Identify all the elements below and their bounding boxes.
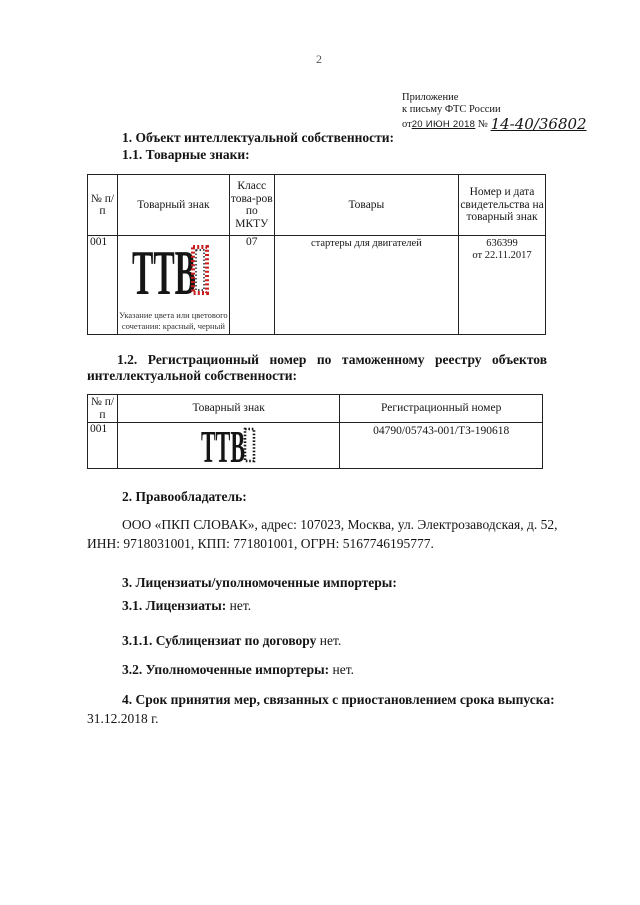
trademarks-table bbox=[87, 174, 546, 335]
section-2-title: 2. Правообладатель: bbox=[122, 489, 247, 504]
date-prefix: от bbox=[402, 119, 412, 130]
importers-line bbox=[122, 662, 354, 678]
ttb-logo-image bbox=[200, 425, 258, 465]
licensees-line bbox=[122, 598, 251, 614]
sublicensee-label: 3.1.1. Сублицензиат по договору bbox=[122, 633, 317, 648]
logo-text: TTB bbox=[200, 425, 245, 465]
date-stamp: 20 ИЮН 2018 bbox=[411, 119, 476, 130]
header-reg-number: Регистрационный номер bbox=[340, 395, 543, 423]
cell-certificate bbox=[459, 236, 546, 335]
rightholder-line-2: ИНН: 9718031001, КПП: 771801001, ОГРН: 5167746195777. bbox=[87, 536, 434, 551]
header-no: № п/п bbox=[88, 175, 118, 236]
header-mark: Товарный знак bbox=[117, 395, 339, 423]
cell-goods: стартеры для двигателей bbox=[274, 236, 458, 335]
certificate-date: от 22.11.2017 bbox=[472, 250, 532, 261]
table-row bbox=[88, 236, 546, 335]
certificate-number: 636399 bbox=[486, 238, 518, 249]
color-note: Указание цвета или цветового сочетания: красный, черный bbox=[119, 310, 228, 331]
attachment-line-1: Приложение bbox=[402, 92, 459, 103]
ttb-logo-image bbox=[130, 242, 216, 300]
section-4-title: 4. Срок принятия мер, связанных с приостановлением срока выпуска: bbox=[122, 692, 555, 707]
section-1-title: 1. Объект интеллектуальной собственности: bbox=[122, 130, 395, 145]
sublicensee-line bbox=[122, 633, 341, 649]
trademark-logo bbox=[118, 236, 229, 300]
cell-class: 07 bbox=[229, 236, 274, 335]
section-1-2-title-line-2: интеллектуальной собственности: bbox=[87, 368, 297, 383]
logo-text: TTB bbox=[132, 242, 197, 300]
header-no: № п/п bbox=[88, 395, 118, 423]
header-mark: Товарный знак bbox=[117, 175, 229, 236]
licensees-label: 3.1. Лицензиаты: bbox=[122, 598, 227, 613]
attachment-header bbox=[402, 92, 587, 131]
section-3-title: 3. Лицензиаты/уполномоченные импортеры: bbox=[122, 575, 397, 590]
cell-trademark bbox=[117, 423, 339, 469]
attachment-date-line bbox=[402, 116, 587, 131]
cell-reg-number: 04790/05743-001/ТЗ-190618 bbox=[340, 423, 543, 469]
page-number: 2 bbox=[316, 52, 322, 66]
cell-trademark bbox=[117, 236, 229, 335]
table-row bbox=[88, 423, 543, 469]
rightholder-line-1: ООО «ПКП СЛОВАК», адрес: 107023, Москва, ул. Электрозаводская, д. 52, bbox=[122, 517, 558, 532]
letter-number: 14-40/36802 bbox=[490, 115, 587, 133]
cell-no: 001 bbox=[88, 423, 118, 469]
header-class: Класс това-ров по МКТУ bbox=[229, 175, 274, 236]
importers-label: 3.2. Уполномоченные импортеры: bbox=[122, 662, 330, 677]
attachment-line-2: к письму ФТС России bbox=[402, 104, 501, 115]
section-4-value: 31.12.2018 г. bbox=[87, 711, 159, 726]
table-header-row bbox=[88, 175, 546, 236]
header-certificate: Номер и дата свидетельства на товарный знак bbox=[459, 175, 546, 236]
cell-no: 001 bbox=[88, 236, 118, 335]
section-1-1-title: 1.1. Товарные знаки: bbox=[122, 147, 250, 162]
number-prefix: № bbox=[477, 119, 488, 130]
licensees-value: нет. bbox=[226, 598, 252, 613]
header-goods: Товары bbox=[274, 175, 458, 236]
section-1-2-title-line-1: 1.2. Регистрационный номер по таможенному реестру объектов bbox=[117, 352, 547, 367]
customs-register-table bbox=[87, 394, 543, 469]
table-header-row bbox=[88, 395, 543, 423]
sublicensee-value: нет. bbox=[316, 633, 342, 648]
importers-value: нет. bbox=[329, 662, 354, 677]
